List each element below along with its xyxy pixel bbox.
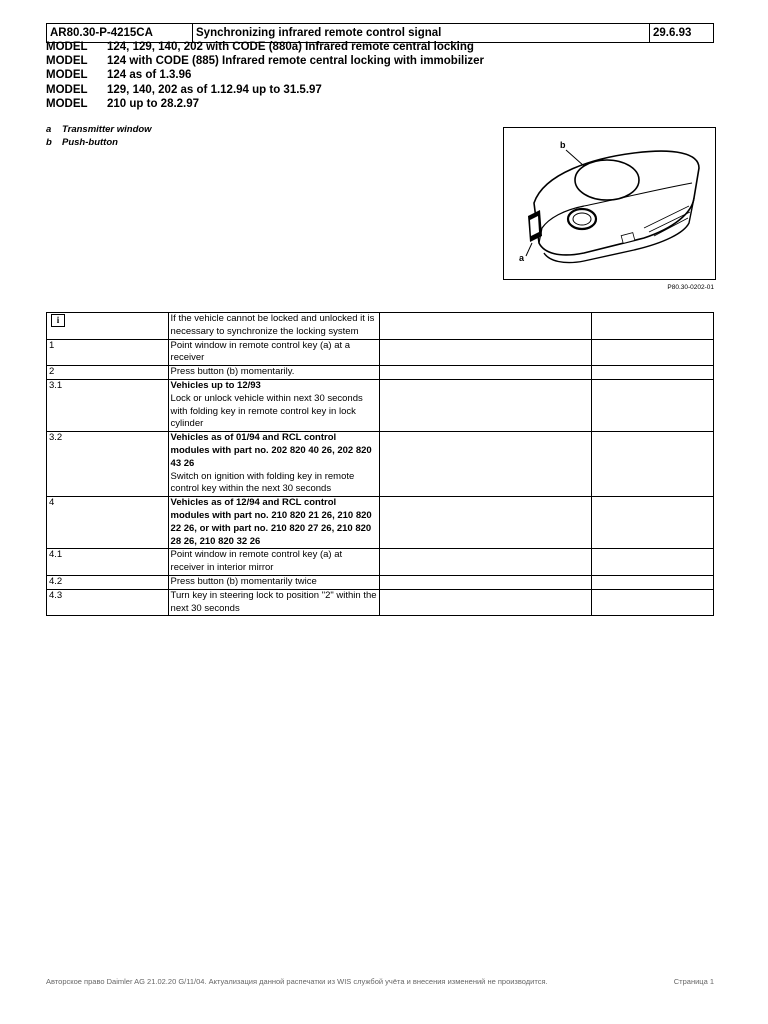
page-footer — [46, 977, 714, 986]
table-row — [47, 313, 714, 340]
copyright-notice: Авторское право Daimler AG 21.02.20 G/11/04. Актуализация данной распечатки из WIS службой учёта и внесения изменений не производится. — [46, 977, 548, 986]
step-text-cell — [168, 366, 380, 380]
step-title: Vehicles as of 12/94 and RCL control modules with part no. 210 820 21 26, 210 820 22 26, or with part no. 210 820 27 26, 210 820 28 26, 210 820 32 26 — [170, 497, 372, 547]
document-title: Synchronizing infrared remote control signal — [193, 24, 650, 43]
figure-label-b: b — [560, 140, 566, 150]
empty-cell — [380, 379, 592, 431]
step-text: Point window in remote control key (a) at a receiver — [170, 339, 351, 364]
step-text-cell — [168, 432, 380, 497]
table-row — [47, 339, 714, 366]
empty-cell — [592, 366, 714, 380]
empty-cell — [380, 432, 592, 497]
info-text: If the vehicle cannot be locked and unlocked it is necessary to synchronize the locking system — [170, 313, 375, 337]
remote-key-figure — [503, 127, 716, 280]
model-label: MODEL — [46, 97, 88, 110]
step-number: 1 — [47, 339, 169, 366]
figure-caption: P80.30-0202-01 — [667, 284, 714, 291]
model-label: MODEL — [46, 69, 88, 82]
step-number: 4.1 — [47, 549, 169, 576]
table-row — [47, 366, 714, 380]
step-text-cell — [168, 497, 380, 549]
empty-cell — [592, 432, 714, 497]
model-value: 129, 140, 202 as of 1.12.94 up to 31.5.97 — [107, 83, 322, 96]
step-text-cell — [168, 575, 380, 589]
step-number: 4.3 — [47, 589, 169, 616]
legend-key: a — [46, 124, 52, 135]
model-row — [46, 83, 484, 97]
model-value: 124 as of 1.3.96 — [107, 69, 192, 82]
step-number: 2 — [47, 366, 169, 380]
model-label: MODEL — [46, 41, 88, 53]
legend-item — [46, 136, 152, 149]
legend-item — [46, 123, 152, 136]
step-title: Vehicles up to 12/93 — [170, 379, 261, 391]
model-value: 124, 129, 140, 202 with CODE (880a) Infrared remote central locking — [107, 41, 474, 53]
table-row — [47, 379, 714, 431]
document-id: AR80.30-P-4215CA — [47, 24, 193, 43]
step-text-cell — [168, 339, 380, 366]
step-title: Vehicles as of 01/94 and RCL control modules with part no. 202 820 40 26, 202 820 43 26 — [170, 432, 372, 469]
model-row — [46, 54, 484, 68]
step-number: 3.1 — [47, 379, 169, 431]
empty-cell — [592, 313, 714, 340]
remote-control-key-illustration — [504, 128, 715, 279]
empty-cell — [592, 589, 714, 616]
step-text-cell — [168, 379, 380, 431]
step-text: Turn key in steering lock to position "2" within the next 30 seconds — [170, 589, 377, 614]
step-number: 3.2 — [47, 432, 169, 497]
empty-cell — [592, 497, 714, 549]
model-label: MODEL — [46, 83, 88, 96]
empty-cell — [592, 575, 714, 589]
step-text-cell — [168, 549, 380, 576]
model-value: 210 up to 28.2.97 — [107, 97, 200, 110]
empty-cell — [380, 575, 592, 589]
empty-cell — [380, 313, 592, 340]
figure-legend — [46, 123, 152, 149]
model-label: MODEL — [46, 55, 88, 68]
step-number-cell — [47, 313, 169, 340]
step-number: 4.2 — [47, 575, 169, 589]
model-row — [46, 97, 484, 111]
legend-text: Push-button — [62, 137, 118, 148]
step-text: Lock or unlock vehicle within next 30 seconds with folding key in remote control key in lock cylinder — [170, 392, 363, 430]
empty-cell — [380, 366, 592, 380]
model-row — [46, 40, 484, 54]
step-text: Press button (b) momentarily twice — [170, 575, 317, 587]
step-text: Switch on ignition with folding key in remote control key within the next 30 seconds — [170, 470, 355, 495]
table-row — [47, 549, 714, 576]
figure-label-a: a — [519, 253, 525, 263]
document-date: 29.6.93 — [650, 24, 714, 43]
empty-cell — [592, 549, 714, 576]
empty-cell — [380, 589, 592, 616]
legend-text: Transmitter window — [62, 124, 152, 135]
step-text: Point window in remote control key (a) at receiver in interior mirror — [170, 549, 343, 574]
model-row — [46, 68, 484, 82]
empty-cell — [380, 497, 592, 549]
empty-cell — [380, 549, 592, 576]
empty-cell — [380, 339, 592, 366]
step-number: 4 — [47, 497, 169, 549]
model-list — [46, 40, 484, 111]
info-icon: i — [51, 314, 65, 327]
model-value: 124 with CODE (885) Infrared remote central locking with immobilizer — [107, 55, 485, 68]
table-row — [47, 432, 714, 497]
step-text: Press button (b) momentarily. — [170, 366, 295, 378]
procedure-table — [46, 312, 714, 616]
empty-cell — [592, 339, 714, 366]
table-row — [47, 589, 714, 616]
table-row — [47, 575, 714, 589]
step-text-cell — [168, 313, 380, 340]
page-number: Страница 1 — [673, 977, 714, 986]
empty-cell — [592, 379, 714, 431]
legend-key: b — [46, 137, 52, 148]
table-row — [47, 497, 714, 549]
step-text-cell — [168, 589, 380, 616]
